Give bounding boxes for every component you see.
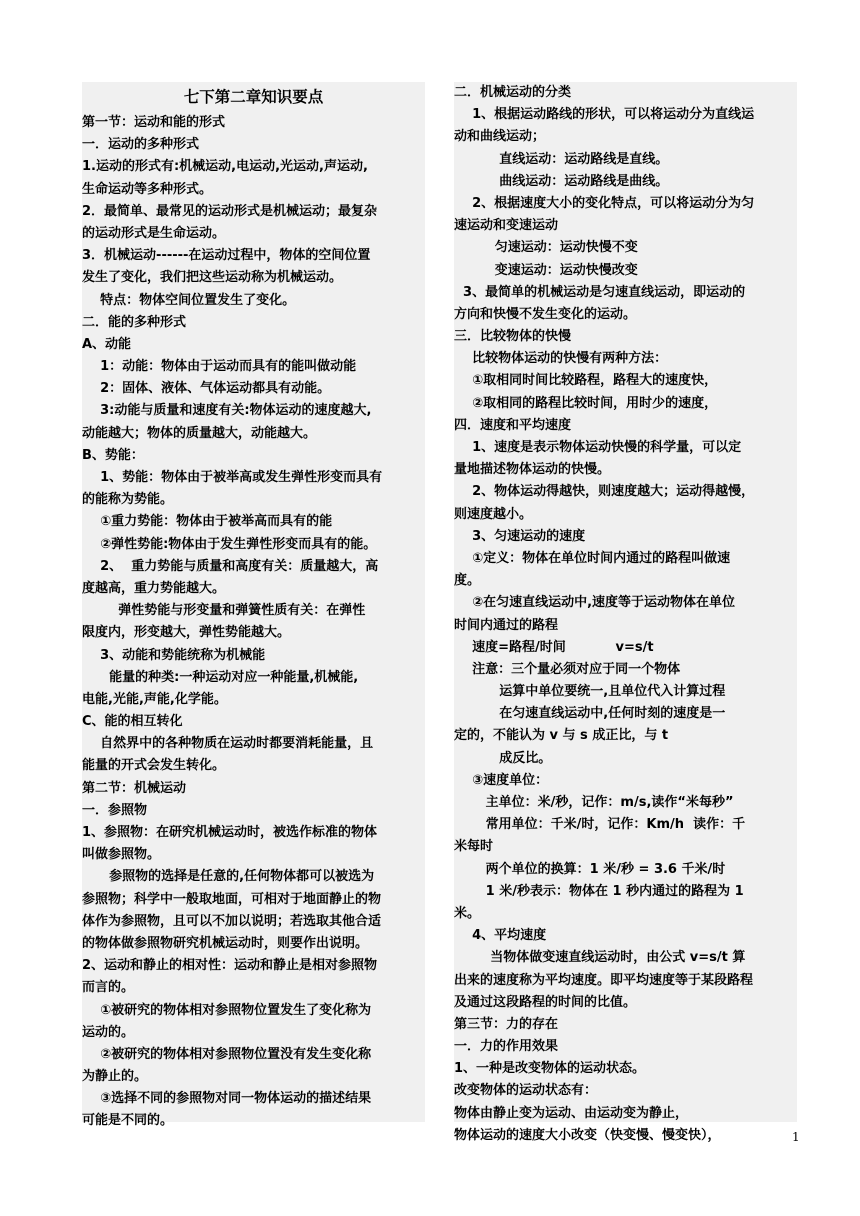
text-line: 2、根据速度大小的变化特点，可以将运动分为匀 [454,195,755,211]
text-line: ③速度单位： [454,772,549,788]
text-line: 1、参照物：在研究机械运动时，被选作标准的物体 [82,825,378,840]
text-line: 3、动能和势能统称为机械能 [82,647,266,663]
text-line: 1、势能：物体由于被举高或发生弹性形变而具有 [82,470,383,485]
text-line: 3、最简单的机械运动是匀速直线运动，即运动的 [454,284,746,300]
text-line: 1、速度是表示物体运动快慢的科学量，可以定 [454,440,742,455]
text-line: 度。 [454,573,481,589]
text-line: 能量的开式会发生转化。 [82,758,226,774]
text-line: 比较物体运动的快慢有两种方法： [454,351,668,367]
text-line: 变速运动：运动快慢改变 [454,262,638,278]
text-line: 定的，不能认为 v 与 s 成正比，与 t [454,728,669,744]
text-line: 2、运动和静止的相对性：运动和静止是相对参照物 [82,958,378,974]
text-line: 能量的种类:一种运动对应一种能量,机械能, [82,669,359,685]
text-line: B、势能： [82,447,144,463]
text-line: 的物体做参照物研究机械运动时，则要作出说明。 [82,935,369,951]
text-line: 二．能的多种形式 [82,314,187,330]
text-line: 速度=路程/时间 v=s/t [454,639,654,655]
text-line: 为静止的。 [82,1069,148,1085]
text-line: 常用单位：千米/时，记作：Km/h 读作：千 [454,817,746,833]
text-line: 则速度越小。 [454,506,533,522]
text-line: ①被研究的物体相对参照物位置发生了变化称为 [82,1002,372,1018]
text-line: 物体由静止变为运动、由运动变为静止， [454,1105,689,1121]
text-line: 出来的速度称为平均速度。即平均速度等于某段路程 [454,972,754,988]
text-line: 的能称为势能。 [82,492,174,508]
text-line: 1、一种是改变物体的运动状态。 [454,1061,646,1077]
text-line: 物体运动的速度大小改变（快变慢、慢变快）， [454,1127,721,1143]
text-line: 1 米/秒表示：物体在 1 秒内通过的路程为 1 [454,883,744,899]
left-column-text [82,112,425,1133]
text-line: 米。 [454,905,481,921]
text-line: 3、匀速运动的速度 [454,528,586,544]
text-line: 米每时 [454,839,494,855]
text-line: 注意：三个量必须对应于同一个物体 [454,661,681,677]
text-line: 生命运动等多种形式。 [82,181,213,197]
text-line: 第三节：力的存在 [454,1016,559,1032]
text-line: 1：动能：物体由于运动而具有的能叫做动能 [82,359,357,375]
text-line: A、动能 [82,336,132,352]
text-line: ①重力势能：物体由于被举高而具有的能 [82,514,333,530]
text-line: 动能越大；物体的质量越大，动能越大。 [82,425,317,441]
text-line: 2、 重力势能与质量和高度有关：质量越大，高 [82,558,379,574]
text-line: 一．力的作用效果 [454,1039,559,1055]
text-line: C、能的相互转化 [82,714,183,730]
text-line: ②在匀速直线运动中,速度等于运动物体在单位 [454,595,736,611]
text-line: 速运动和变速运动 [454,218,559,234]
text-line: 运算中单位要统一,且单位代入计算过程 [454,684,726,700]
text-line: 直线运动：运动路线是直线。 [454,151,669,167]
text-line: 量地描述物体运动的快慢。 [454,462,611,478]
text-line: 2．最简单、最常见的运动形式是机械运动；最复杂 [82,203,378,219]
page-number: 1 [792,1130,800,1144]
text-line: ②弹性势能:物体由于发生弹性形变而具有的能。 [82,536,377,552]
text-line: 叫做参照物。 [82,847,161,863]
text-line: 第一节：运动和能的形式 [82,115,226,130]
text-line: ②被研究的物体相对参照物位置没有发生变化称 [82,1046,372,1062]
right-column [454,82,797,1143]
text-line: 动和曲线运动； [454,129,546,145]
text-line: 改变物体的运动状态有： [454,1083,598,1099]
text-line: 3．机械运动------在运动过程中，物体的空间位置 [82,248,371,264]
text-line: 4、平均速度 [454,928,547,944]
text-line: ①定义：物体在单位时间内通过的路程叫做速 [454,550,731,566]
text-line: 而言的。 [82,980,135,996]
text-line: 一．运动的多种形式 [82,137,200,153]
text-line: 两个单位的换算：1 米/秒 = 3.6 千米/时 [454,861,726,877]
text-line: 时间内通过的路程 [454,617,559,633]
text-line: ③选择不同的参照物对同一物体运动的描述结果 [82,1091,372,1107]
text-line: 电能,光能,声能,化学能。 [82,691,227,707]
text-line: 1、根据运动路线的形状，可以将运动分为直线运 [454,107,755,123]
text-line: 弹性势能与形变量和弹簧性质有关：在弹性 [82,603,366,619]
text-line: 特点：物体空间位置发生了变化。 [82,292,296,308]
text-line: 2、物体运动得越快，则速度越大；运动得越慢， [454,484,755,500]
text-line: 体作为参照物，且可以不加以说明；若选取其他合适 [82,913,382,929]
text-line: 四．速度和平均速度 [454,417,572,433]
text-line: 2：固体、液体、气体运动都具有动能。 [82,381,331,397]
text-line: 三．比较物体的快慢 [454,329,572,345]
text-line: 及通过这段路程的时间的比值。 [454,994,637,1010]
text-line: 的运动形式是生命运动。 [82,225,226,241]
text-line: 一．参照物 [82,802,148,818]
text-line: 限度内，形变越大，弹性势能越大。 [82,625,291,641]
document-title: 七下第二章知识要点 [183,88,324,106]
left-column [82,82,425,1129]
right-column-text [454,82,797,1147]
text-line: ②取相同的路程比较时间，用时少的速度， [454,395,718,411]
text-line: 主单位：米/秒，记作：m/s,读作“米每秒” [454,795,734,810]
text-line: 参照物的选择是任意的,任何物体都可以被选为 [82,869,375,885]
text-line: 曲线运动：运动路线是曲线。 [454,173,669,189]
text-line: 度越高，重力势能越大。 [82,580,226,596]
text-line: 二．机械运动的分类 [454,85,572,100]
text-line: 自然界中的各种物质在运动时都要消耗能量，且 [82,736,374,752]
text-line: 发生了变化，我们把这些运动称为机械运动。 [82,270,343,286]
text-line: 当物体做变速直线运动时，由公式 v=s/t 算 [454,950,746,966]
text-line: 在匀速直线运动中,任何时刻的速度是一 [454,706,726,722]
text-line: ①取相同时间比较路程，路程大的速度快， [454,373,718,389]
text-line: 第二节：机械运动 [82,780,187,796]
text-line: 方向和快慢不发生变化的运动。 [454,306,637,322]
text-line: 匀速运动：运动快慢不变 [454,240,638,256]
text-line: 运动的。 [82,1024,135,1040]
text-line: 3:动能与质量和速度有关:物体运动的速度越大, [82,403,372,419]
text-line: 1.运动的形式有:机械运动,电运动,光运动,声运动, [82,159,368,175]
text-line: 可能是不同的。 [82,1113,174,1129]
text-line: 参照物；科学中一般取地面，可相对于地面静止的物 [82,891,382,907]
text-line: 成反比。 [454,750,552,766]
